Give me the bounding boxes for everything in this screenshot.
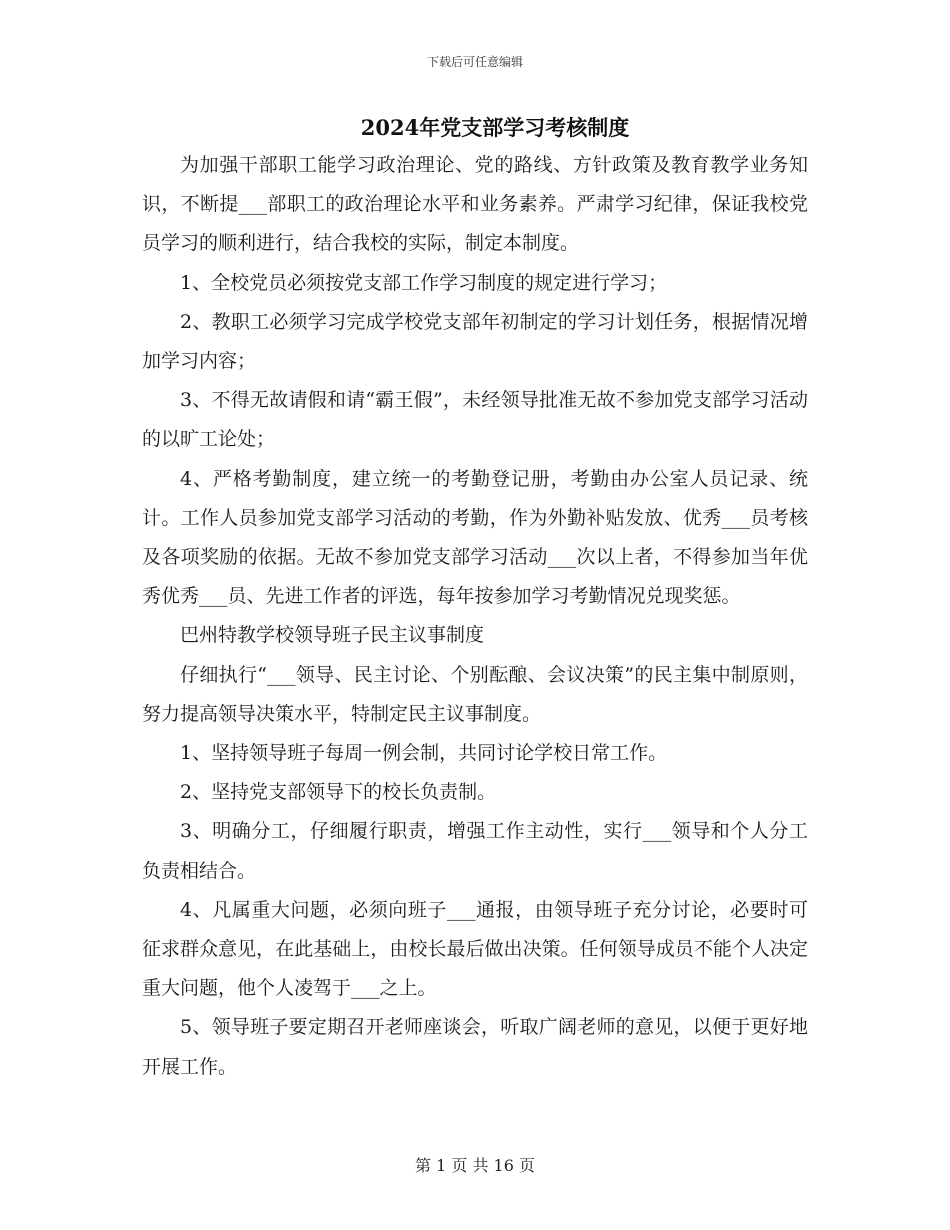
intro-paragraph: 为加强干部职工能学习政治理论、党的路线、方针政策及教育教学业务知识，不断提___部职工的政治理论水平和业务素养。严肃学习纪律，保证我校党员学习的顺利进行，结合我校的实际，制定本制度。 <box>142 154 808 255</box>
section-item-5: 5、领导班子要定期召开老师座谈会，听取广阔老师的意见，以便于更好地开展工作。 <box>142 1016 808 1078</box>
section-item-1: 1、坚持领导班子每周一例会制，共同讨论学校日常工作。 <box>180 742 668 765</box>
section-heading: 巴州特教学校领导班子民主议事制度 <box>180 624 485 647</box>
rule-item-1: 1、全校党员必须按党支部工作学习制度的规定进行学习； <box>180 271 668 294</box>
rule-item-3: 3、不得无故请假和请“霸王假”，未经领导批准无故不参加党支部学习活动的以旷工论处； <box>142 389 808 451</box>
rule-item-4: 4、严格考勤制度，建立统一的考勤登记册，考勤由办公室人员记录、统计。工作人员参加党支部学习活动的考勤，作为外勤补贴发放、优秀___员考核及各项奖励的依据。无故不参加党支部学习活动___次以上者，不得参加当年优秀优秀___员、先进工作者的评选，每年按参加学习考勤情况兑现奖惩。 <box>142 467 808 608</box>
section-item-2: 2、坚持党支部领导下的校长负责制。 <box>180 781 497 804</box>
section-intro-paragraph: 仔细执行“___领导、民主讨论、个别酝酿、会议决策”的民主集中制原则，努力提高领导决策水平，特制定民主议事制度。 <box>142 663 808 725</box>
document-title: 2024年党支部学习考核制度 <box>360 115 630 140</box>
section-item-4: 4、凡属重大问题，必须向班子___通报，由领导班子充分讨论，必要时可征求群众意见，在此基础上，由校长最后做出决策。任何领导成员不能个人决定重大问题，他个人凌驾于___之上。 <box>142 898 808 1000</box>
page-header-note: 下载后可任意编辑 <box>426 55 523 69</box>
section-item-3: 3、明确分工，仔细履行职责，增强工作主动性，实行___领导和个人分工负责相结合。 <box>142 820 808 882</box>
page-number-footer: 第 1 页 共 16 页 <box>415 1156 535 1175</box>
document-body <box>142 146 808 1087</box>
rule-item-2: 2、教职工必须学习完成学校党支部年初制定的学习计划任务，根据情况增加学习内容； <box>142 310 808 373</box>
